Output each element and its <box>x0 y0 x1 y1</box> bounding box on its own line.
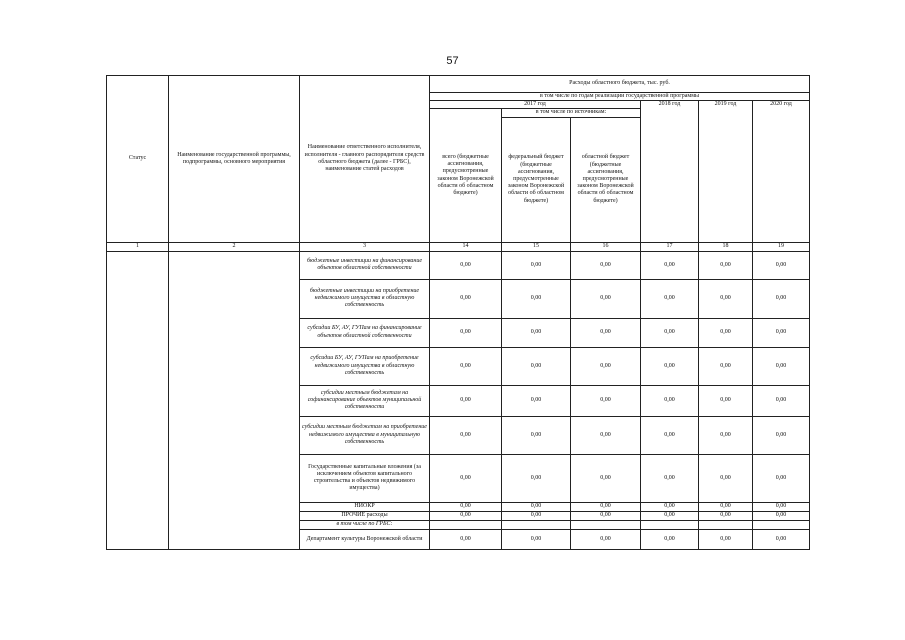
value-cell: 0,00 <box>699 385 753 416</box>
value-cell: 0,00 <box>753 385 810 416</box>
value-cell: 0,00 <box>699 251 753 279</box>
value-cell: 0,00 <box>430 318 502 347</box>
row-label: бюджетные инвестиции на финансирование объектов областной собственности <box>300 251 430 279</box>
header-federal: федеральный бюджет (бюджетные ассигнования, предусмотренные законом Воронежской области об областном бюджете) <box>502 117 571 242</box>
header-regional: областной бюджет (бюджетные ассигнования, предусмотренные законом Воронежской области об областном бюджете) <box>571 117 641 242</box>
value-cell: 0,00 <box>571 454 641 502</box>
value-cell: 0,00 <box>571 416 641 454</box>
value-cell: 0,00 <box>502 279 571 318</box>
value-cell: 0,00 <box>571 347 641 385</box>
header-executor: Наименование ответственного исполнителя, исполнителя - главного распорядителя средств областного бюджета (далее - ГРБС), наименование статей расходов <box>300 76 430 243</box>
value-cell <box>430 520 502 529</box>
header-by-sources: в том числе по источникам: <box>502 109 641 117</box>
value-cell: 0,00 <box>502 416 571 454</box>
value-cell: 0,00 <box>502 251 571 279</box>
value-cell: 0,00 <box>699 416 753 454</box>
header-year-2020: 2020 год <box>753 101 810 242</box>
col-number: 17 <box>641 242 699 251</box>
value-cell: 0,00 <box>571 529 641 549</box>
value-cell: 0,00 <box>753 347 810 385</box>
value-cell <box>699 520 753 529</box>
value-cell: 0,00 <box>502 529 571 549</box>
page-number: 57 <box>446 55 459 67</box>
value-cell: 0,00 <box>502 385 571 416</box>
table-row <box>107 251 810 279</box>
value-cell: 0,00 <box>502 454 571 502</box>
value-cell: 0,00 <box>502 502 571 511</box>
value-cell: 0,00 <box>571 279 641 318</box>
col-number: 16 <box>571 242 641 251</box>
value-cell: 0,00 <box>699 502 753 511</box>
col-number: 3 <box>300 242 430 251</box>
value-cell: 0,00 <box>641 454 699 502</box>
value-cell: 0,00 <box>430 502 502 511</box>
value-cell: 0,00 <box>641 251 699 279</box>
header-year-2018: 2018 год <box>641 101 699 242</box>
value-cell: 0,00 <box>430 347 502 385</box>
col-number: 19 <box>753 242 810 251</box>
col-number: 2 <box>169 242 300 251</box>
value-cell: 0,00 <box>571 318 641 347</box>
value-cell: 0,00 <box>699 279 753 318</box>
value-cell: 0,00 <box>753 511 810 520</box>
row-label: субсидии местным бюджетам на приобретение недвижимого имущества в муниципальную собственность <box>300 416 430 454</box>
value-cell: 0,00 <box>430 416 502 454</box>
value-cell: 0,00 <box>641 502 699 511</box>
value-cell: 0,00 <box>753 502 810 511</box>
value-cell: 0,00 <box>753 279 810 318</box>
value-cell <box>641 520 699 529</box>
value-cell <box>502 520 571 529</box>
value-cell: 0,00 <box>699 454 753 502</box>
row-label: в том числе по ГРБС: <box>300 520 430 529</box>
value-cell: 0,00 <box>641 347 699 385</box>
value-cell: 0,00 <box>502 347 571 385</box>
value-cell: 0,00 <box>753 318 810 347</box>
header-year-2019: 2019 год <box>699 101 753 242</box>
value-cell: 0,00 <box>641 529 699 549</box>
col-number: 1 <box>107 242 169 251</box>
header-total: всего (бюджетные ассигнования, предусмотренные законом Воронежской области об областном бюджете) <box>430 109 502 242</box>
col-number: 15 <box>502 242 571 251</box>
value-cell: 0,00 <box>571 385 641 416</box>
value-cell: 0,00 <box>753 416 810 454</box>
value-cell: 0,00 <box>571 251 641 279</box>
value-cell: 0,00 <box>753 529 810 549</box>
row-label: НИОКР <box>300 502 430 511</box>
status-cell <box>107 251 169 549</box>
row-label: Департамент культуры Воронежской области <box>300 529 430 549</box>
value-cell: 0,00 <box>430 454 502 502</box>
value-cell: 0,00 <box>641 511 699 520</box>
row-label: субсидии БУ, АУ, ГУПам на приобретение недвижимого имущества в областную собственность <box>300 347 430 385</box>
header-expenses-title: Расходы областного бюджета, тыс. руб. <box>430 76 810 93</box>
row-label: субсидии БУ, АУ, ГУПам на финансирование объектов областной собственности <box>300 318 430 347</box>
program-cell <box>169 251 300 549</box>
value-cell: 0,00 <box>641 385 699 416</box>
header-status: Статус <box>107 76 169 243</box>
value-cell: 0,00 <box>699 511 753 520</box>
value-cell: 0,00 <box>699 347 753 385</box>
row-label: ПРОЧИЕ расходы <box>300 511 430 520</box>
value-cell: 0,00 <box>430 511 502 520</box>
header-year-2017: 2017 год <box>430 101 641 109</box>
row-label: бюджетные инвестиции на приобретение недвижимого имущества в областную собственность <box>300 279 430 318</box>
budget-table <box>106 75 810 550</box>
row-label: Государственные капитальные вложения (за исключением объектов капитального строительства и объектов недвижимого имущества) <box>300 454 430 502</box>
value-cell: 0,00 <box>502 318 571 347</box>
row-label: субсидии местным бюджетам на софинансирование объектов муниципальной собственности <box>300 385 430 416</box>
col-number: 14 <box>430 242 502 251</box>
header-program-name: Наименование государственной программы, подпрограммы, основного мероприятия <box>169 76 300 243</box>
value-cell: 0,00 <box>430 529 502 549</box>
value-cell: 0,00 <box>641 279 699 318</box>
value-cell <box>753 520 810 529</box>
value-cell <box>571 520 641 529</box>
value-cell: 0,00 <box>430 251 502 279</box>
value-cell: 0,00 <box>753 454 810 502</box>
value-cell: 0,00 <box>699 318 753 347</box>
value-cell: 0,00 <box>699 529 753 549</box>
value-cell: 0,00 <box>641 416 699 454</box>
value-cell: 0,00 <box>753 251 810 279</box>
value-cell: 0,00 <box>502 511 571 520</box>
value-cell: 0,00 <box>430 385 502 416</box>
col-number: 18 <box>699 242 753 251</box>
value-cell: 0,00 <box>430 279 502 318</box>
header-by-years: в том числе по годам реализации государственной программы <box>430 93 810 101</box>
value-cell: 0,00 <box>641 318 699 347</box>
value-cell: 0,00 <box>571 502 641 511</box>
value-cell: 0,00 <box>571 511 641 520</box>
